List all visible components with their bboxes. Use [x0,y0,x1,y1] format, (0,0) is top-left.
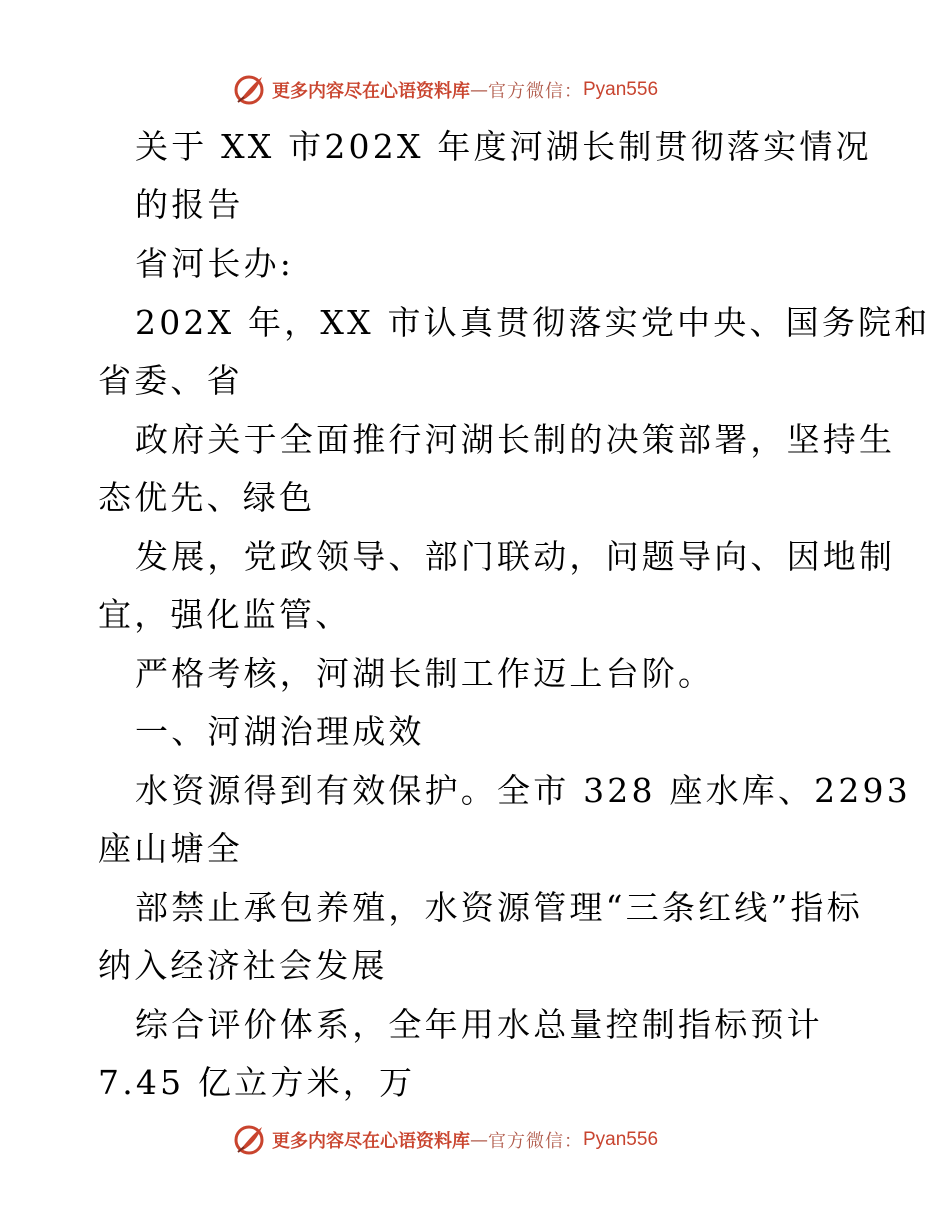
salutation: 省河长办: [135,244,295,283]
paragraph-line: 综合评价体系，全年用水总量控制指标预计 [135,1005,823,1044]
paragraph-line: 宜，强化监管、 [98,595,352,634]
watermark-text: 更多内容尽在心语资料库 [272,81,470,102]
paragraph-line: 省委、省 [98,361,243,400]
watermark-wechat-id: Pyan556 [583,79,659,100]
header-watermark [232,70,658,110]
watermark-wechat-id: Pyan556 [583,1129,659,1150]
watermark-wechat-label: 官方微信： [488,81,583,102]
paragraph-line: 202X 年，XX 市认真贯彻落实党中央、国务院和 [135,303,931,342]
watermark-separator: — [470,79,488,101]
paragraph-line: 态优先、绿色 [98,478,316,517]
title-line-2: 的报告 [135,185,244,224]
paragraph-line: 水资源得到有效保护。全市 328 座水库、2293 [135,771,911,810]
feather-quill-logo-icon [232,1123,266,1157]
paragraph-line: 座山塘全 [98,829,243,868]
paragraph-line: 7.45 亿立方米，万 [98,1063,416,1102]
paragraph-line: 严格考核，河湖长制工作迈上台阶。 [135,654,715,693]
section-heading: 一、河湖治理成效 [135,712,425,751]
watermark-text: 更多内容尽在心语资料库 [272,1131,470,1152]
footer-watermark [232,1120,658,1160]
paragraph-line: 发展，党政领导、部门联动，问题导向、因地制 [135,537,896,576]
title-line-1: 关于 XX 市202X 年度河湖长制贯彻落实情况 [135,127,872,166]
feather-quill-logo-icon [232,73,266,107]
watermark-wechat-label: 官方微信： [488,1131,583,1152]
paragraph-line: 政府关于全面推行河湖长制的决策部署，坚持生 [135,420,896,459]
watermark-separator: — [470,1129,488,1151]
paragraph-line: 部禁止承包养殖，水资源管理“三条红线”指标 [135,888,863,927]
paragraph-line: 纳入经济社会发展 [98,946,388,985]
